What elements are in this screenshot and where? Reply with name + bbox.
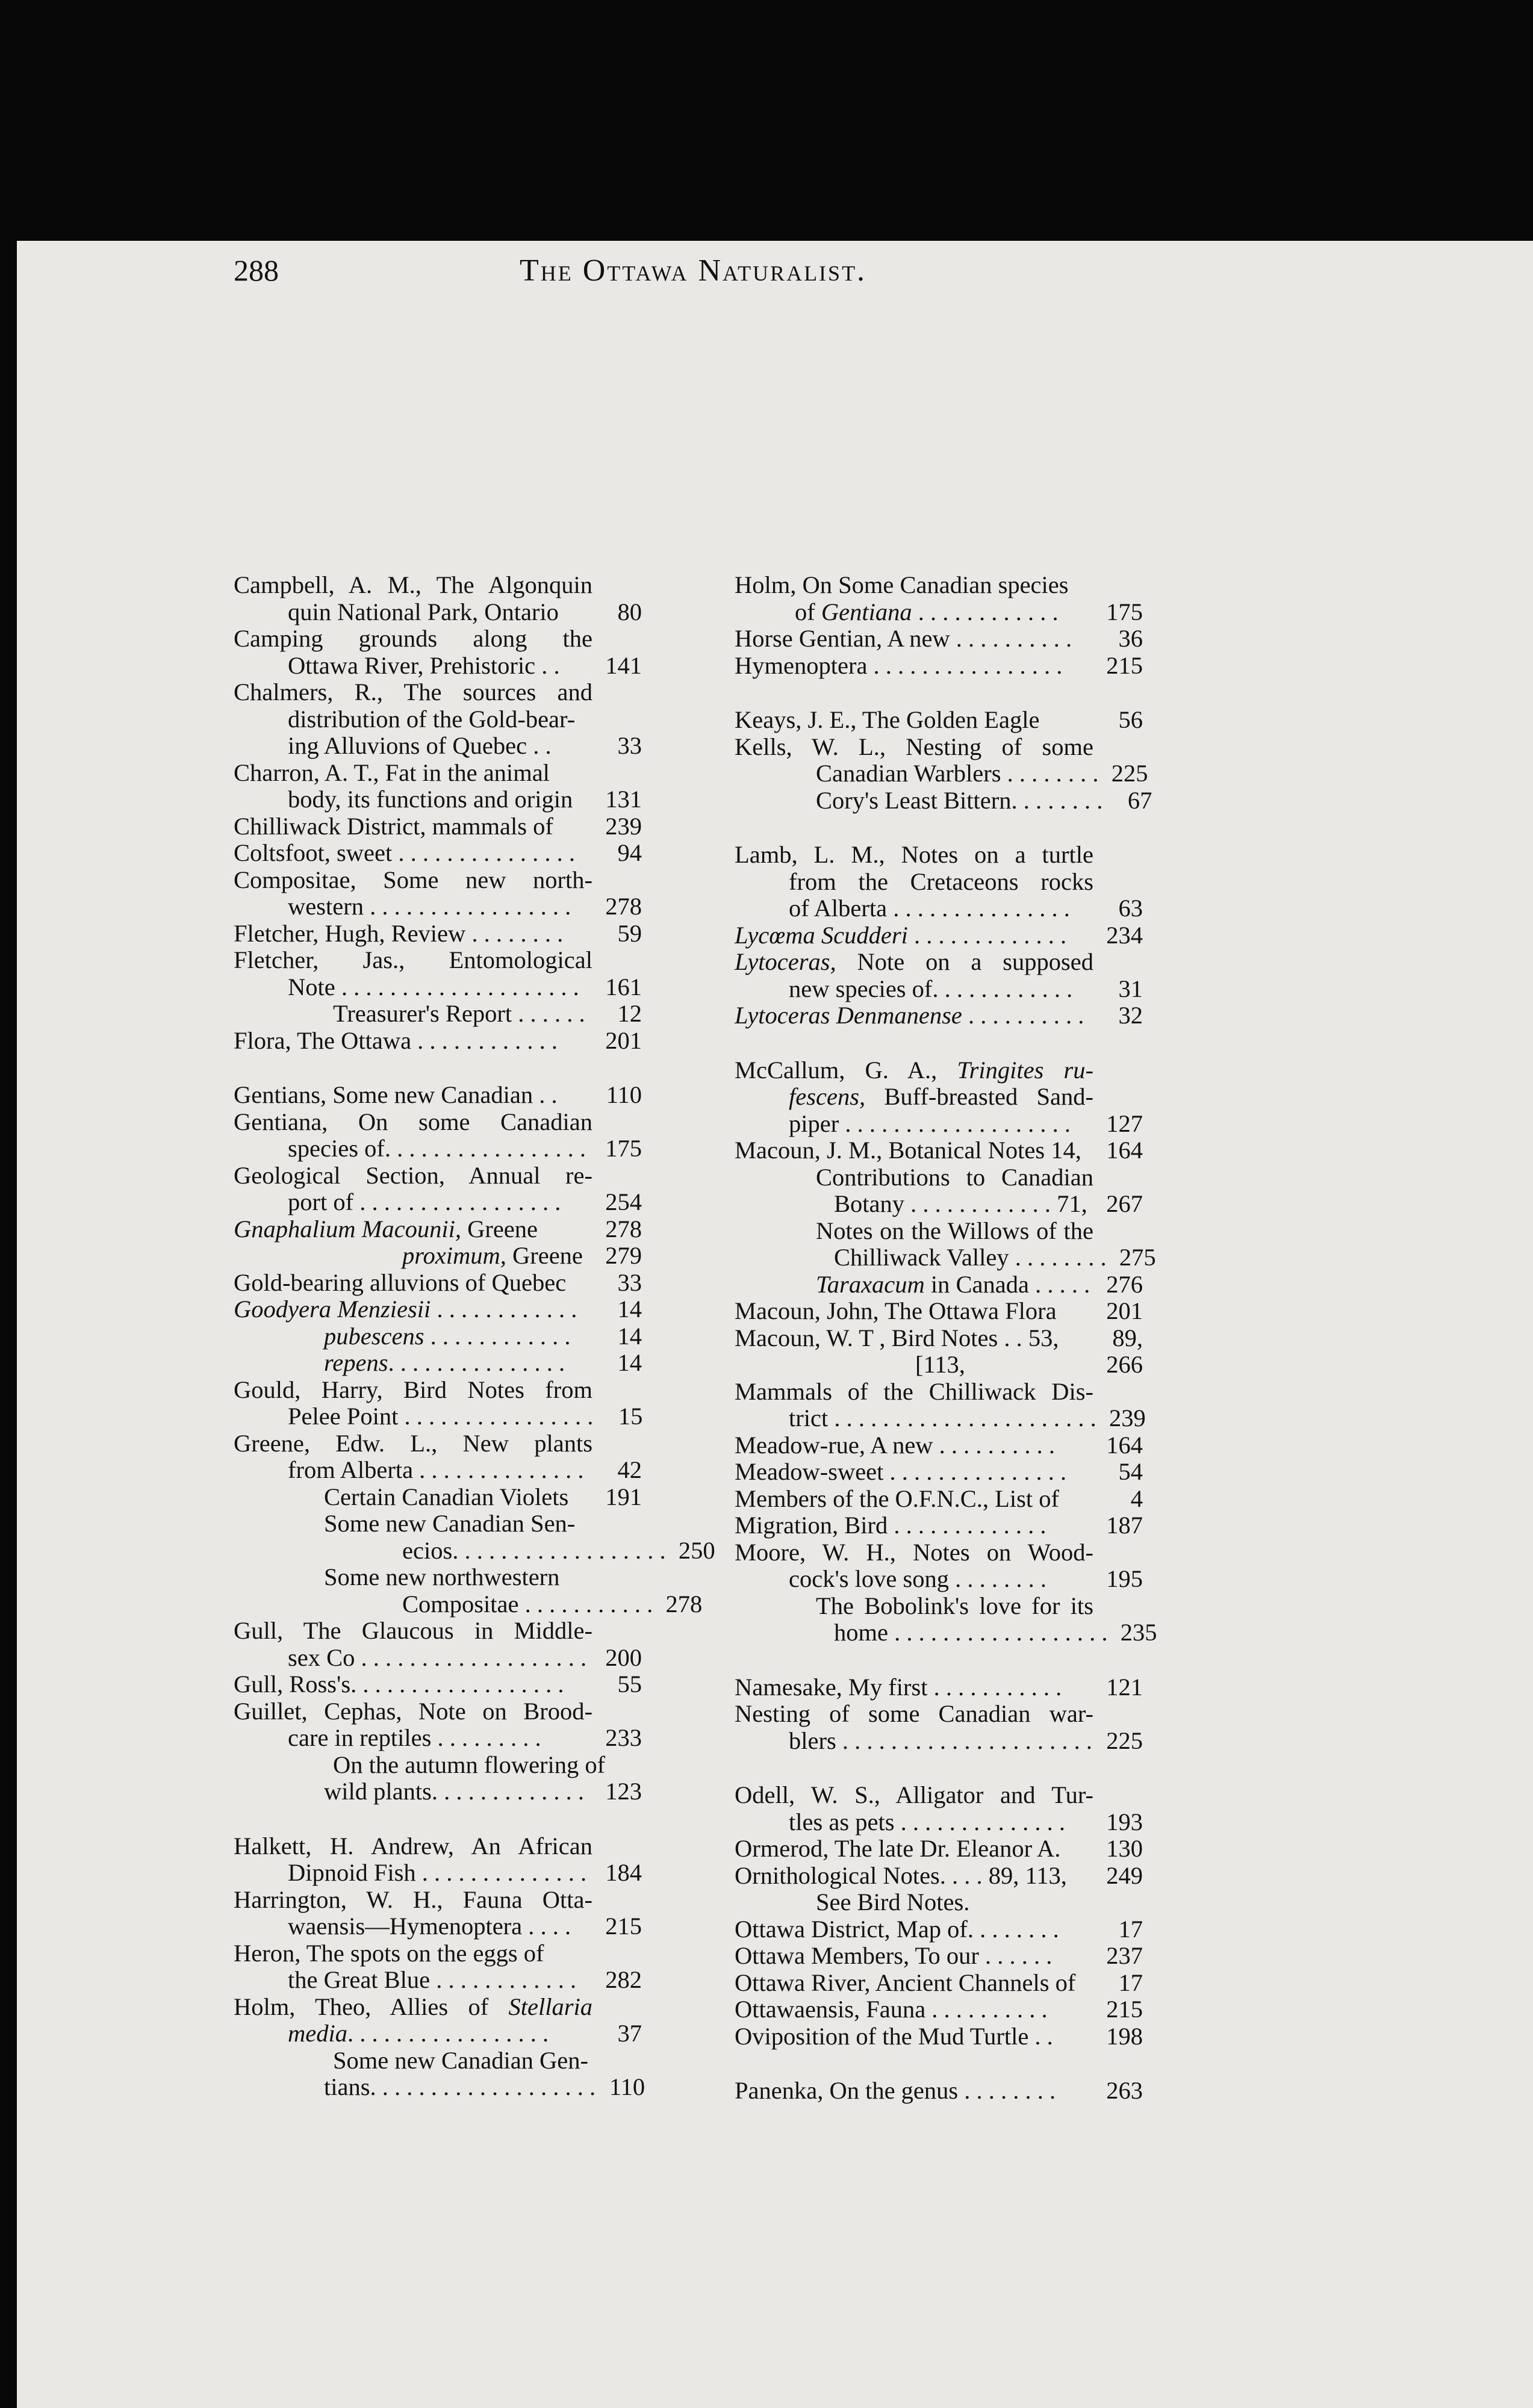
index-entry-page: 56 — [1118, 706, 1143, 733]
index-entry-text: media. . . . . . . . . . . . . . . . . — [288, 2020, 549, 2047]
index-entry-text: body, its functions and origin — [288, 786, 573, 813]
index-entry-page: 187 — [1106, 1512, 1143, 1539]
index-entry-line — [735, 2023, 1143, 2050]
index-entry-text: The Bobolink's love for its — [816, 1592, 1093, 1619]
index-entry-line — [735, 707, 1143, 734]
index-entry-text: [113, — [915, 1351, 965, 1378]
index-entry-text: Geological Section, Annual re- — [234, 1161, 592, 1189]
index-entry-page: 225 — [1111, 760, 1148, 787]
index-entry-line — [735, 1137, 1143, 1164]
index-entry-line — [735, 786, 1152, 815]
index-entry-text: Mammals of the Chilliwack Dis- — [735, 1377, 1093, 1405]
index-entry-line — [234, 1484, 642, 1511]
index-entry-page: 14 — [617, 1349, 642, 1376]
index-entry-text: of Gentiana . . . . . . . . . . . . — [795, 598, 1059, 625]
index-entry-page: 131 — [605, 786, 642, 813]
index-entry-page: 121 — [1106, 1673, 1143, 1701]
index-entry-line — [234, 1833, 642, 1860]
index-entry-text: Treasurer's Report . . . . . . — [333, 1000, 585, 1027]
index-entry-text: western . . . . . . . . . . . . . . . . . — [288, 893, 571, 920]
section-gap — [234, 1054, 642, 1082]
index-entry-page: 59 — [617, 919, 642, 947]
index-entry-page: 127 — [1106, 1109, 1143, 1137]
index-entry-line — [735, 1619, 1157, 1646]
index-entry-text: Fletcher, Hugh, Review . . . . . . . . — [234, 919, 564, 947]
section-gap — [735, 1646, 1143, 1674]
index-entry-text: Ottawa Members, To our . . . . . . — [735, 1942, 1053, 1969]
index-entry-page: 239 — [605, 812, 642, 840]
index-entry-line — [234, 733, 642, 760]
index-entry-line — [234, 1887, 642, 1914]
index-entry-text: Kells, W. L., Nesting of some — [735, 733, 1093, 760]
index-entry-line — [234, 1940, 642, 1967]
index-entry-line — [234, 1536, 715, 1565]
index-entry-page: 42 — [617, 1456, 642, 1483]
index-entry-text: Chalmers, R., The sources and — [234, 678, 592, 706]
index-entry-line — [735, 2078, 1143, 2105]
index-entry-text: See Bird Notes. — [816, 1888, 970, 1916]
index-entry-text: species of. . . . . . . . . . . . . . . . . — [288, 1135, 586, 1162]
index-entry-line — [234, 1564, 642, 1591]
index-entry-line — [234, 1590, 703, 1618]
index-entry-text: quin National Park, Ontario — [288, 598, 559, 625]
index-entry-text: Namesake, My first . . . . . . . . . . . — [735, 1673, 1062, 1701]
index-entry-text: Goodyera Menziesii . . . . . . . . . . . . — [234, 1296, 577, 1323]
index-entry-text: the Great Blue . . . . . . . . . . . . — [288, 1966, 577, 1993]
index-entry-page: 54 — [1118, 1458, 1143, 1485]
index-entry-page: 164 — [1106, 1431, 1143, 1459]
index-entry-text: Halkett, H. Andrew, An African — [234, 1832, 592, 1860]
index-entry-line — [735, 653, 1143, 680]
index-entry-line — [234, 1994, 642, 2021]
index-entry-text: Macoun, W. T , Bird Notes . . 53, — [735, 1324, 1059, 1351]
index-entry-text: Gentians, Some new Canadian . . — [234, 1081, 558, 1108]
index-entry-line — [735, 1379, 1143, 1406]
index-entry-line — [735, 1002, 1143, 1029]
index-entry-text: Pelee Point . . . . . . . . . . . . . . . . — [288, 1403, 594, 1430]
index-entry-text: trict . . . . . . . . . . . . . . . . . . . . . . — [789, 1404, 1096, 1432]
index-entry-line — [735, 572, 1143, 599]
index-entry-text: Charron, A. T., Fat in the animal — [234, 759, 550, 786]
index-column-right — [735, 571, 1157, 2105]
index-entry-page: 184 — [605, 1859, 642, 1886]
index-entry-line — [234, 947, 642, 974]
index-entry-page: 161 — [605, 973, 642, 1001]
section-gap — [735, 679, 1143, 707]
index-entry-line — [234, 679, 642, 706]
index-entry-line — [735, 842, 1143, 869]
index-entry-text: Gull, Ross's. . . . . . . . . . . . . . . . . . — [234, 1671, 564, 1698]
index-entry-line — [234, 653, 642, 680]
index-entry-text: Lycœma Scudderi . . . . . . . . . . . . . — [735, 921, 1067, 949]
index-entry-line — [735, 1298, 1143, 1325]
index-entry-line — [234, 1243, 642, 1270]
index-entry-text: Taraxacum in Canada . . . . . — [816, 1270, 1090, 1298]
index-entry-line — [735, 1835, 1143, 1863]
index-entry-text: sex Co . . . . . . . . . . . . . . . . . . . — [288, 1643, 587, 1671]
index-entry-text: Panenka, On the genus . . . . . . . . — [735, 2077, 1056, 2104]
index-entry-text: Some new Canadian Gen- — [333, 2046, 589, 2074]
index-entry-text: Holm, On Some Canadian species — [735, 571, 1069, 598]
index-entry-page: 14 — [617, 1296, 642, 1323]
index-entry-text: piper . . . . . . . . . . . . . . . . . . . — [789, 1109, 1071, 1137]
index-entry-line — [234, 1216, 642, 1243]
index-entry-text: Odell, W. S., Alligator and Tur- — [735, 1781, 1093, 1808]
index-entry-page: 237 — [1106, 1942, 1143, 1969]
index-entry-line — [234, 1296, 642, 1323]
index-entry-line — [234, 1671, 642, 1698]
index-entry-line — [234, 1028, 642, 1055]
index-entry-page: 12 — [617, 1000, 642, 1027]
index-entry-page: 94 — [617, 839, 642, 866]
index-entry-text: Ornithological Notes. . . . 89, 113, — [735, 1861, 1067, 1889]
index-entry-text: Migration, Bird . . . . . . . . . . . . . — [735, 1512, 1046, 1539]
index-entry-page: 275 — [1119, 1244, 1156, 1271]
index-entry-text: blers . . . . . . . . . . . . . . . . . . . . . — [789, 1727, 1092, 1754]
index-entry-page: 279 — [605, 1242, 642, 1269]
index-entry-page: 195 — [1106, 1565, 1143, 1592]
index-entry-text: Nesting of some Canadian war- — [735, 1700, 1093, 1727]
index-entry-line — [234, 1350, 642, 1377]
index-entry-line — [735, 1164, 1143, 1191]
index-entry-line — [234, 893, 642, 920]
index-entry-line — [735, 976, 1143, 1003]
index-entry-page: 266 — [1106, 1351, 1143, 1378]
index-entry-line — [234, 1967, 642, 1994]
index-entry-page: 249 — [1106, 1861, 1143, 1889]
index-entry-line — [234, 706, 642, 733]
index-entry-page: 110 — [609, 2073, 645, 2100]
index-entry-text: Moore, W. H., Notes on Wood- — [735, 1538, 1093, 1566]
index-entry-line — [735, 1566, 1143, 1593]
index-entry-page: 15 — [618, 1403, 643, 1430]
index-entry-page: 33 — [617, 1268, 642, 1296]
index-entry-line — [234, 1403, 642, 1430]
index-entry-line — [234, 920, 642, 948]
index-entry-line — [735, 1782, 1143, 1809]
index-entry-text: Coltsfoot, sweet . . . . . . . . . . . . . . . — [234, 839, 575, 866]
index-entry-page: 278 — [605, 1215, 642, 1243]
index-entry-text: wild plants. . . . . . . . . . . . . — [324, 1778, 584, 1805]
index-entry-text: Campbell, A. M., The Algonquin — [234, 571, 592, 598]
index-entry-line — [735, 1351, 1143, 1379]
index-entry-text: Ormerod, The late Dr. Eleanor A. — [735, 1835, 1061, 1862]
index-entry-line — [234, 1001, 642, 1028]
index-entry-page: 37 — [617, 2020, 642, 2047]
index-entry-page: 123 — [605, 1778, 642, 1805]
index-entry-text: distribution of the Gold-bear- — [288, 705, 576, 733]
index-entry-line — [735, 1325, 1143, 1352]
index-entry-page: 215 — [1106, 1996, 1143, 2023]
index-entry-line — [234, 1618, 642, 1645]
index-entry-page: 225 — [1106, 1727, 1143, 1754]
index-entry-line — [234, 1270, 642, 1297]
index-entry-page: 234 — [1106, 921, 1143, 949]
index-entry-page: 235 — [1120, 1619, 1157, 1646]
index-entry-line — [735, 1191, 1143, 1218]
index-column-left — [234, 571, 715, 2101]
section-gap — [735, 814, 1143, 842]
index-entry-line — [234, 840, 642, 867]
index-entry-page: 80 — [617, 598, 642, 625]
index-entry-page: 191 — [605, 1483, 642, 1510]
index-entry-page: 33 — [617, 732, 642, 759]
index-entry-text: Oviposition of the Mud Turtle . . — [735, 2022, 1053, 2050]
index-entry-page: 200 — [605, 1643, 642, 1671]
index-entry-page: 254 — [605, 1188, 642, 1215]
index-entry-line — [735, 1084, 1143, 1111]
index-entry-text: Compositae . . . . . . . . . . . — [402, 1590, 653, 1618]
index-entry-page: 239 — [1109, 1404, 1146, 1432]
index-entry-text: fescens, Buff-breasted Sand- — [789, 1083, 1093, 1110]
index-entry-text: Heron, The spots on the eggs of — [234, 1939, 544, 1967]
index-entry-text: Chilliwack Valley . . . . . . . . — [834, 1244, 1107, 1271]
index-entry-page: 175 — [605, 1135, 642, 1162]
index-entry-line — [735, 1404, 1146, 1432]
index-entry-line — [234, 2020, 642, 2047]
index-entry-line — [735, 1271, 1143, 1299]
index-entry-text: Harrington, W. H., Fauna Otta- — [234, 1885, 592, 1913]
index-entry-line — [234, 1860, 642, 1887]
index-entry-text: Compositae, Some new north- — [234, 866, 592, 893]
index-entry-line — [735, 1111, 1143, 1138]
index-entry-page: 193 — [1106, 1808, 1143, 1835]
index-entry-line — [735, 1863, 1143, 1890]
index-entry-text: Ottawa District, Map of. . . . . . . . — [735, 1915, 1059, 1943]
index-entry-line — [735, 1459, 1143, 1486]
index-entry-line — [234, 1082, 642, 1109]
index-entry-line — [735, 1889, 1143, 1916]
index-entry-line — [234, 1778, 642, 1805]
index-entry-page: 55 — [617, 1671, 642, 1698]
index-entry-line — [234, 867, 642, 894]
index-entry-line — [735, 1916, 1143, 1943]
index-entry-text: Gold-bearing alluvions of Quebec — [234, 1268, 567, 1296]
index-entry-page: 278 — [665, 1590, 703, 1618]
index-entry-line — [234, 599, 642, 626]
index-entry-line — [234, 1135, 642, 1162]
index-entry-line — [234, 1377, 642, 1404]
index-entry-line — [234, 1430, 642, 1457]
index-entry-text: home . . . . . . . . . . . . . . . . . . — [834, 1619, 1108, 1646]
index-entry-text: waensis—Hymenoptera . . . . — [288, 1913, 571, 1940]
index-entry-text: ing Alluvions of Quebec . . — [288, 732, 552, 759]
index-entry-text: Canadian Warblers . . . . . . . . — [816, 760, 1099, 787]
index-entry-line — [735, 1943, 1143, 1970]
index-entry-page: 14 — [617, 1322, 642, 1350]
index-entry-page: 198 — [1106, 2022, 1143, 2050]
index-entry-page: 201 — [1106, 1297, 1143, 1324]
index-entry-text: Meadow-sweet . . . . . . . . . . . . . . . — [735, 1458, 1067, 1485]
index-entry-page: 278 — [605, 893, 642, 920]
index-entry-text: Notes on the Willows of the — [816, 1217, 1093, 1244]
index-entry-line — [234, 1109, 642, 1136]
index-entry-text: port of . . . . . . . . . . . . . . . . . — [288, 1188, 561, 1215]
index-entry-text: Ottawa River, Ancient Channels of — [735, 1969, 1076, 1996]
index-entry-page: 282 — [605, 1966, 642, 1993]
index-entry-line — [735, 1701, 1143, 1728]
index-entry-line — [234, 1323, 642, 1350]
index-entry-page: 110 — [606, 1081, 642, 1108]
section-gap — [234, 1805, 642, 1833]
index-entry-line — [234, 1162, 642, 1190]
index-entry-text: Dipnoid Fish . . . . . . . . . . . . . . — [288, 1859, 587, 1886]
index-entry-line — [735, 1728, 1143, 1755]
index-entry-line — [735, 1244, 1156, 1271]
index-entry-line — [735, 1809, 1143, 1836]
index-entry-text: Macoun, J. M., Botanical Notes 14, — [735, 1137, 1081, 1164]
index-entry-text: Note . . . . . . . . . . . . . . . . . . . . — [288, 973, 579, 1001]
index-entry-text: pubescens . . . . . . . . . . . . — [324, 1322, 571, 1350]
index-entry-text: Some new northwestern — [324, 1563, 560, 1590]
index-entry-line — [735, 1218, 1143, 1245]
index-entry-text: repens. . . . . . . . . . . . . . . — [324, 1349, 565, 1376]
index-entry-text: Gentiana, On some Canadian — [234, 1108, 592, 1135]
index-entry-page: 36 — [1118, 625, 1143, 652]
index-entry-line — [735, 625, 1143, 653]
index-entry-text: of Alberta . . . . . . . . . . . . . . . — [789, 895, 1070, 922]
index-entry-line — [735, 1512, 1143, 1539]
index-entry-text: Cory's Least Bittern. . . . . . . . — [816, 786, 1103, 814]
page-header — [234, 253, 937, 291]
index-entry-line — [735, 1996, 1143, 2023]
page-number: 288 — [234, 253, 279, 287]
index-entry-text: Hymenoptera . . . . . . . . . . . . . . . . — [735, 651, 1063, 679]
index-entry-text: proximum, Greene — [402, 1242, 583, 1269]
index-entry-text: care in reptiles . . . . . . . . . — [288, 1724, 541, 1751]
index-entry-text: Botany . . . . . . . . . . . . 71, — [834, 1190, 1087, 1217]
index-entry-text: Macoun, John, The Ottawa Flora — [735, 1297, 1057, 1324]
index-entry-text: Some new Canadian Sen- — [324, 1510, 576, 1537]
index-entry-page: 250 — [678, 1536, 715, 1564]
index-entry-page: 267 — [1106, 1190, 1143, 1217]
index-entry-page: 201 — [605, 1026, 642, 1054]
index-entry-line — [735, 869, 1143, 896]
index-entry-line — [234, 1510, 642, 1538]
index-entry-text: from Alberta . . . . . . . . . . . . . . — [288, 1456, 584, 1483]
index-entry-text: McCallum, G. A., Tringites ru- — [735, 1056, 1093, 1084]
index-entry-line — [735, 895, 1143, 922]
section-gap — [735, 1029, 1143, 1057]
index-entry-text: Lytoceras Denmanense . . . . . . . . . . — [735, 1002, 1084, 1029]
index-entry-line — [735, 599, 1143, 626]
index-entry-text: Members of the O.F.N.C., List of — [735, 1485, 1059, 1512]
index-entry-text: tles as pets . . . . . . . . . . . . . . — [789, 1808, 1065, 1835]
index-entry-page: 233 — [605, 1724, 642, 1751]
index-entry-text: Contributions to Canadian — [816, 1163, 1093, 1191]
journal-title: The Ottawa Naturalist. — [520, 253, 867, 288]
index-entry-page: 175 — [1106, 598, 1143, 625]
index-entry-line — [234, 1645, 642, 1672]
index-entry-line — [735, 1593, 1143, 1620]
index-entry-line — [234, 1725, 642, 1752]
index-entry-text: Gnaphalium Macounii, Greene — [234, 1215, 538, 1243]
index-entry-page: 17 — [1118, 1915, 1143, 1943]
index-entry-line — [234, 1913, 642, 1940]
index-entry-page: 31 — [1118, 975, 1143, 1002]
index-entry-line — [234, 813, 642, 840]
index-entry-text: Keays, J. E., The Golden Eagle — [735, 706, 1040, 733]
index-entry-text: Horse Gentian, A new . . . . . . . . . . — [735, 625, 1072, 652]
index-entry-line — [735, 1674, 1143, 1701]
index-entry-text: from the Cretaceons rocks — [789, 867, 1093, 895]
index-entry-text: Camping grounds along the — [234, 625, 592, 652]
index-entry-text: Lytoceras, Note on a supposed — [735, 948, 1093, 975]
index-entry-page: 141 — [605, 651, 642, 679]
index-entry-line — [735, 1486, 1143, 1513]
index-entry-page: 32 — [1118, 1002, 1143, 1029]
index-entry-line — [234, 786, 642, 813]
index-entry-text: cock's love song . . . . . . . . — [789, 1565, 1046, 1592]
index-entry-line — [234, 2073, 645, 2101]
index-entry-line — [735, 1432, 1143, 1459]
index-entry-line — [735, 1970, 1143, 1997]
index-entry-line — [234, 760, 642, 787]
index-entry-line — [234, 2047, 642, 2074]
index-entry-text: ecios. . . . . . . . . . . . . . . . . . — [402, 1536, 666, 1564]
index-entry-line — [234, 625, 642, 653]
index-entry-page: 276 — [1106, 1270, 1143, 1298]
index-entry-page: 17 — [1118, 1969, 1143, 1996]
index-entry-text: Gould, Harry, Bird Notes from — [234, 1376, 592, 1403]
index-entry-line — [735, 1057, 1143, 1084]
index-entry-page: 89, — [1112, 1324, 1143, 1351]
index-entry-line — [234, 1189, 642, 1216]
index-entry-text: Fletcher, Jas., Entomological — [234, 946, 592, 973]
index-entry-text: Ottawa River, Prehistoric . . — [288, 651, 560, 679]
index-entry-line — [735, 734, 1143, 761]
index-entry-text: tians. . . . . . . . . . . . . . . . . . . — [324, 2073, 596, 2100]
index-entry-line — [234, 1457, 642, 1484]
index-entry-line — [234, 1698, 642, 1725]
index-entry-line — [234, 572, 642, 599]
index-entry-text: Certain Canadian Violets — [324, 1483, 569, 1510]
index-entry-page: 4 — [1130, 1485, 1143, 1512]
index-entry-text: Holm, Theo, Allies of Stellaria — [234, 1993, 592, 2020]
index-entry-page: 215 — [605, 1913, 642, 1940]
index-entry-text: Flora, The Ottawa . . . . . . . . . . . . — [234, 1026, 558, 1054]
index-entry-page: 63 — [1118, 895, 1143, 922]
index-entry-line — [735, 949, 1143, 976]
index-entry-text: Guillet, Cephas, Note on Brood- — [234, 1697, 592, 1725]
index-entry-line — [735, 922, 1143, 949]
index-entry-page: 164 — [1106, 1137, 1143, 1164]
index-entry-line — [735, 1539, 1143, 1566]
index-entry-text: new species of. . . . . . . . . . . . — [789, 975, 1073, 1002]
index-entry-text: Meadow-rue, A new . . . . . . . . . . — [735, 1431, 1056, 1459]
index-entry-page: 67 — [1127, 786, 1152, 814]
section-gap — [735, 1754, 1143, 1782]
index-entry-text: Chilliwack District, mammals of — [234, 812, 553, 840]
index-entry-text: Lamb, L. M., Notes on a turtle — [735, 841, 1093, 868]
section-gap — [735, 2050, 1143, 2078]
index-entry-line — [234, 974, 642, 1001]
index-entry-line — [234, 1752, 642, 1779]
index-entry-page: 130 — [1106, 1835, 1143, 1862]
index-entry-text: Greene, Edw. L., New plants — [234, 1429, 592, 1457]
index-entry-text: Ottawaensis, Fauna . . . . . . . . . . — [735, 1996, 1048, 2023]
index-entry-page: 215 — [1106, 651, 1143, 679]
index-entry-page: 263 — [1106, 2077, 1143, 2104]
index-entry-line — [735, 760, 1148, 787]
index-entry-text: Gull, The Glaucous in Middle- — [234, 1617, 592, 1644]
index-entry-text: On the autumn flowering of — [333, 1751, 606, 1778]
